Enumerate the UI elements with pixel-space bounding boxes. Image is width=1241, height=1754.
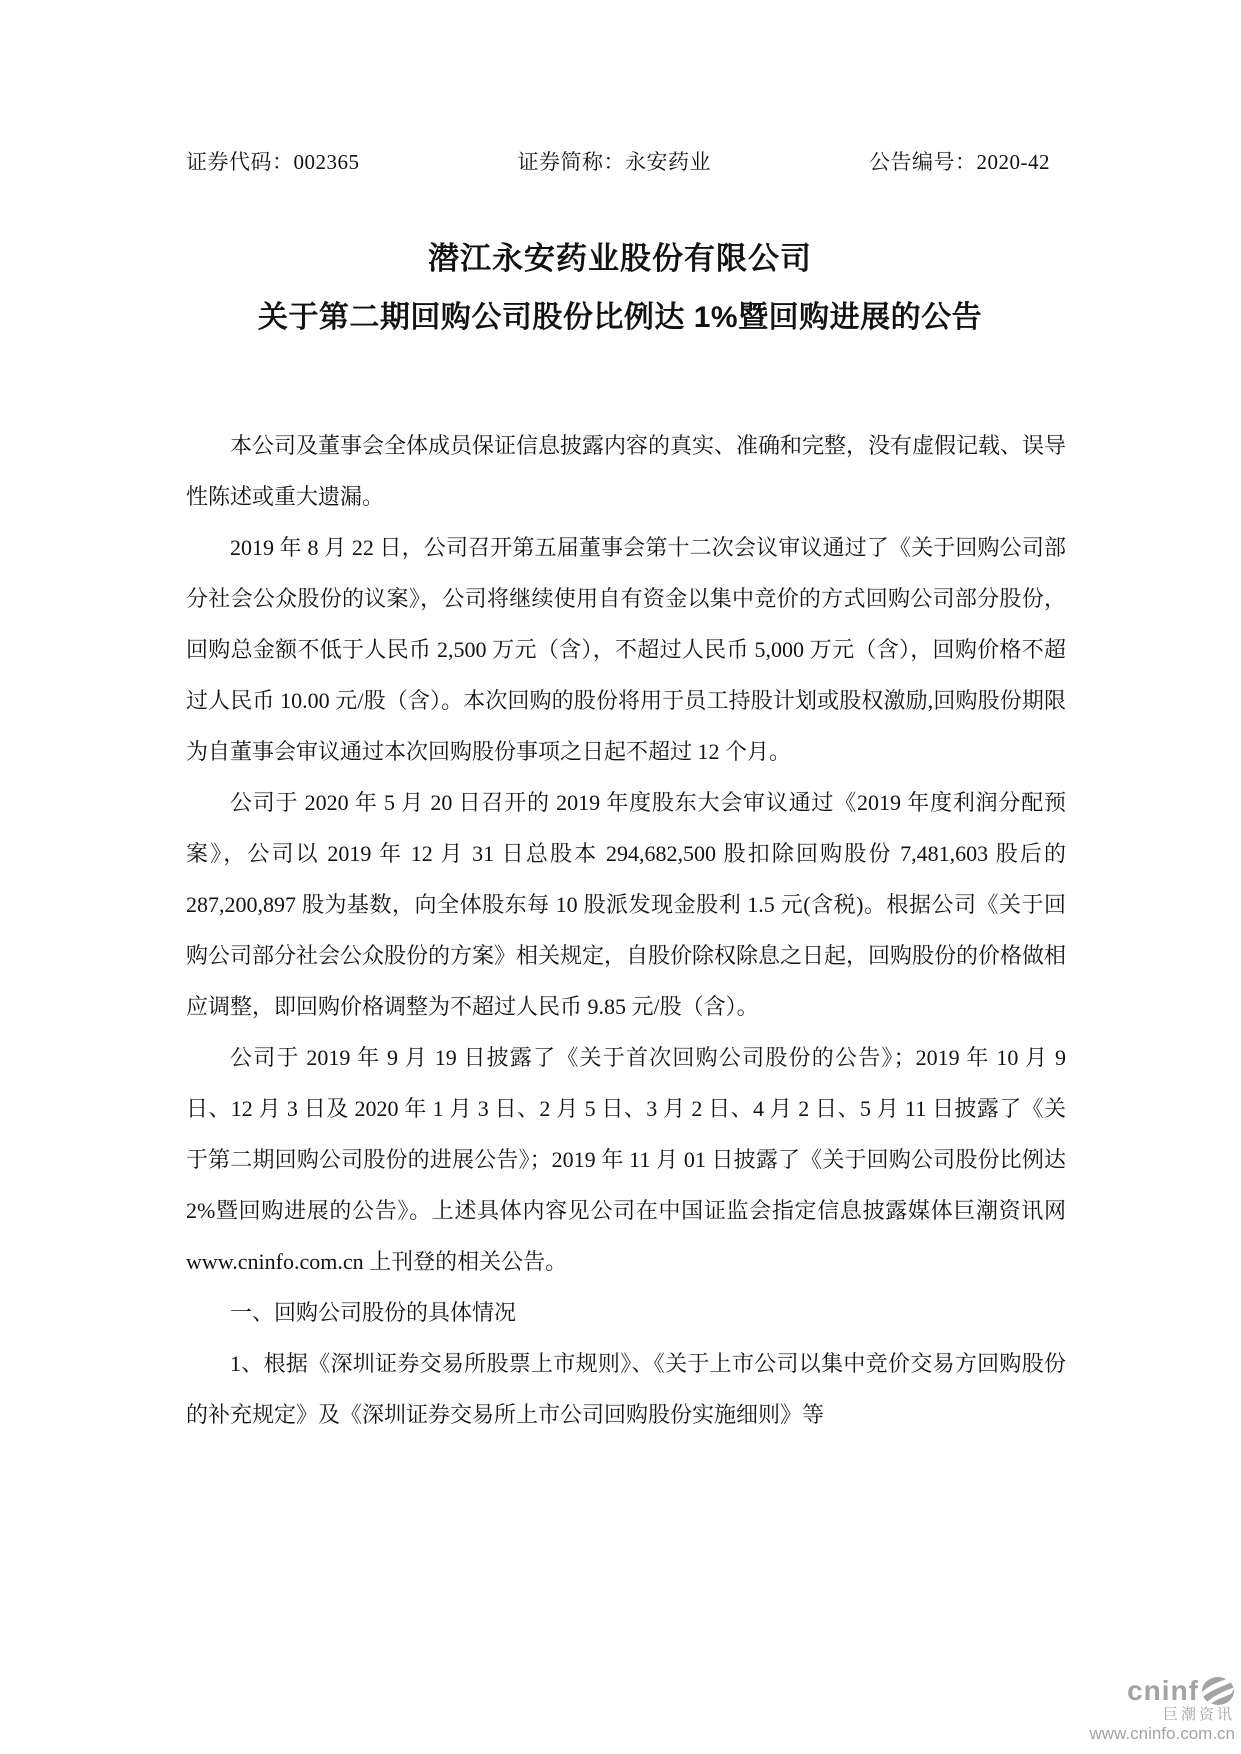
cninfo-swirl-icon <box>1201 1676 1235 1706</box>
body-paragraph: 2019 年 8 月 22 日，公司召开第五届董事会第十二次会议审议通过了《关于回购公司部分社会公众股份的议案》，公司将继续使用自有资金以集中竞价的方式回购公司部分股份，回购总金额不低于人民币 2,500 万元（含），不超过人民币 5,000 万元（含），回购价格不超过人民币 10.00 元/股（含）。本次回购的股份将用于员工持股计划或股权激励,回购股份期限为自董事会审议通过本次回购股份事项之日起不超过 12 个月。 <box>186 535 1066 764</box>
section-heading: 一、回购公司股份的具体情况 <box>230 1300 517 1325</box>
cninfo-wordmark: cninf <box>1127 1675 1199 1707</box>
company-title: 潜江永安药业股份有限公司 <box>428 241 812 276</box>
body-paragraph: 公司于 2019 年 9 月 19 日披露了《关于首次回购公司股份的公告》；2019 年 10 月 9 日、12 月 3 日及 2020 年 1 月 3 日、2 月 5 日、3 月 2 日、4 月 2 日、5 月 11 日披露了《关于第二期回购公司股份的进展公告》；2019 年 11 月 01 日披露了《关于回购公司股份比例达 2%暨回购进展的公告》。上述具体内容见公司在中国证监会指定信息披露媒体巨潮资讯网 www.cninfo.com.cn 上刊登的相关公告。 <box>186 1045 1066 1274</box>
body-paragraph: 公司于 2020 年 5 月 20 日召开的 2019 年度股东大会审议通过《2019 年度利润分配预案》，公司以 2019 年 12 月 31 日总股本 294,682,500 股扣除回购股份 7,481,603 股后的 287,200,897 股为基数，向全体股东每 10 股派发现金股利 1.5 元(含税)。根据公司《关于回购公司部分社会公众股份的方案》相关规定，自股价除权除息之日起，回购股份的价格做相应调整，即回购价格调整为不超过人民币 9.85 元/股（含）。 <box>186 790 1067 1019</box>
announcement-title: 关于第二期回购公司股份比例达 1%暨回购进展的公告 <box>257 301 983 334</box>
document-body <box>186 420 1066 1440</box>
document-header <box>186 146 1050 176</box>
cninfo-caption: 巨潮资讯 <box>1162 1706 1235 1723</box>
stock-short-name: 证券简称：永安药业 <box>517 150 711 174</box>
cninfo-watermark <box>1090 1676 1236 1743</box>
stock-code: 证券代码：002365 <box>186 150 360 174</box>
cninfo-site-url: www.cninfo.com.cn <box>1089 1723 1235 1743</box>
cninfo-logo-row <box>1090 1676 1236 1706</box>
body-paragraph: 1、根据《深圳证券交易所股票上市规则》、《关于上市公司以集中竞价交易方回购股份的补充规定》及《深圳证券交易所上市公司回购股份实施细则》等 <box>186 1351 1066 1427</box>
announcement-number: 公告编号：2020-42 <box>869 150 1050 174</box>
statement-paragraph: 本公司及董事会全体成员保证信息披露内容的真实、准确和完整，没有虚假记载、误导性陈述或重大遗漏。 <box>186 433 1067 509</box>
